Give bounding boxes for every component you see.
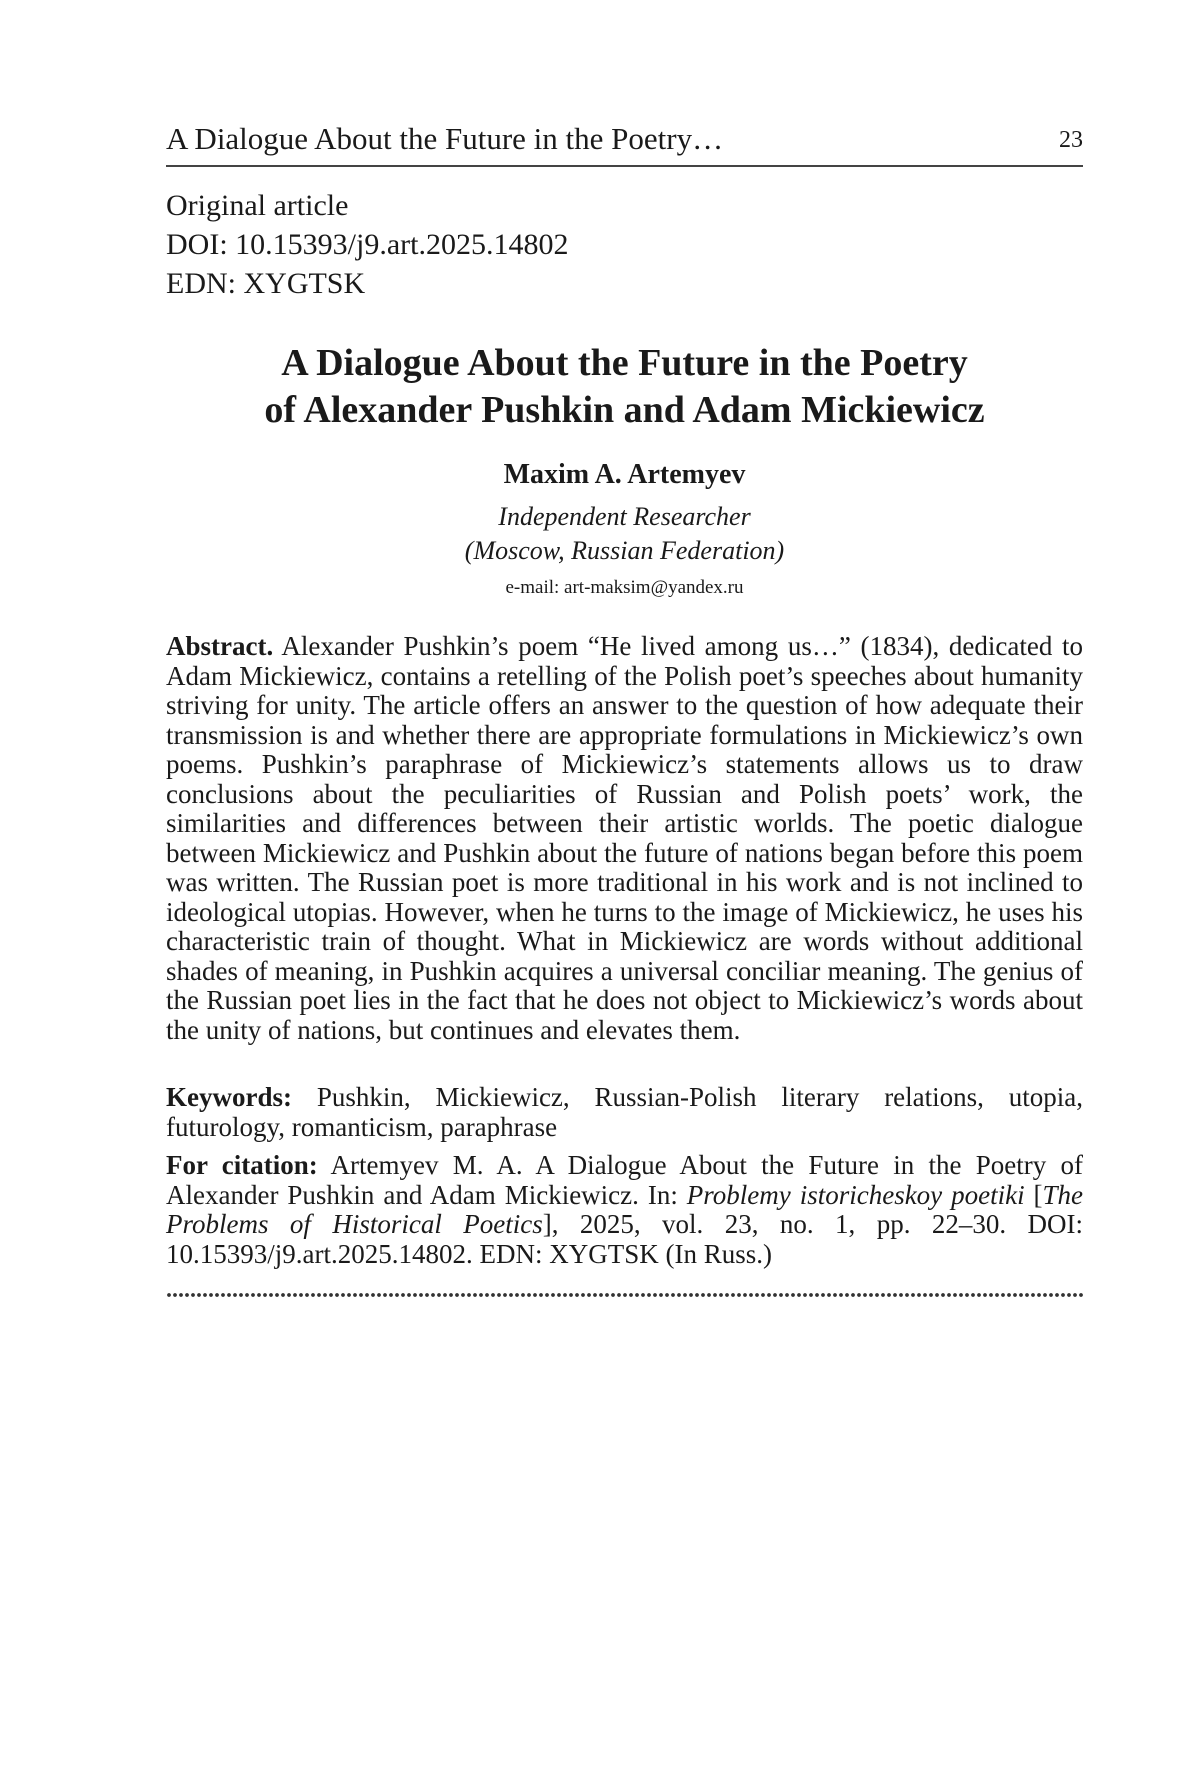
running-title: A Dialogue About the Future in the Poetry… (166, 121, 724, 156)
doi-line: DOI: 10.15393/j9.art.2025.14802 (166, 228, 569, 261)
running-header (166, 121, 1083, 167)
author-email: e-mail: art-maksim@yandex.ru (505, 577, 744, 598)
citation-text-before: Artemyev M. A. A Dialogue About the Future in the Poetry of Alexander Pushkin and Adam Mickiewicz. In: (166, 1150, 1083, 1210)
citation-section (166, 1151, 1083, 1269)
citation-journal-title: Problemy istoricheskoy poetiki (686, 1179, 1025, 1210)
edn-line: EDN: XYGTSK (166, 267, 366, 300)
article-title-line-2: of Alexander Pushkin and Adam Mickiewicz (264, 389, 985, 431)
abstract-section (166, 632, 1083, 1045)
abstract-text: Alexander Pushkin’s poem “He lived among us…” (1834), dedicated to Adam Mickiewicz, contains a retelling of the Polish poet’s speeches about humanity striving for unity. The article offers an answer to the question of how adequate their transmission is and whether there are appropriate formulations in Mickiewicz’s own poems. Pushkin’s paraphrase of Mickiewicz’s statements allows us to draw conclusions about the peculiarities of Russian and Polish poets’ work, the similarities and differences between their artistic worlds. The poetic dialogue between Mickiewicz and Pushkin about the future of nations began before this poem was written. The Russian poet is more traditional in his work and is not inclined to ideological utopias. However, when he turns to the image of Mickiewicz, he uses his characteristic train of thought. What in Mickiewicz are words without additional shades of meaning, in Pushkin acquires a universal conciliar meaning. The genius of the Russian poet lies in the fact that he does not object to Mickiewicz’s words about the unity of nations, but continues and elevates them. (166, 631, 1083, 1045)
page-number: 23 (1059, 127, 1083, 153)
citation-bracket-open: [ (1033, 1179, 1043, 1210)
article-title (166, 340, 1083, 434)
author-location: (Moscow, Russian Federation) (464, 536, 785, 565)
author-affiliation-block (166, 500, 1083, 568)
keywords-text: Pushkin, Mickiewicz, Russian-Polish literary relations, utopia, futurology, romanticism, paraphrase (166, 1082, 1083, 1142)
abstract-label: Abstract. (166, 631, 274, 661)
citation-label: For citation: (166, 1150, 318, 1180)
author-affiliation: Independent Researcher (498, 502, 751, 531)
decorative-divider (166, 1291, 1083, 1299)
author-name: Maxim A. Artemyev (503, 459, 746, 490)
article-metadata (166, 186, 568, 303)
keywords-section (166, 1083, 1083, 1142)
citation-text-after: ], 2025, vol. 23, no. 1, pp. 22–30. DOI: 10.15393/j9.art.2025.14802. EDN: XYGTSK (In Russ.) (166, 1209, 1084, 1269)
keywords-label: Keywords: (166, 1082, 292, 1112)
article-title-line-1: A Dialogue About the Future in the Poetry (281, 342, 968, 384)
citation-journal-title-en: The Problems of Historical Poetics (166, 1179, 1084, 1239)
article-type: Original article (166, 189, 349, 222)
